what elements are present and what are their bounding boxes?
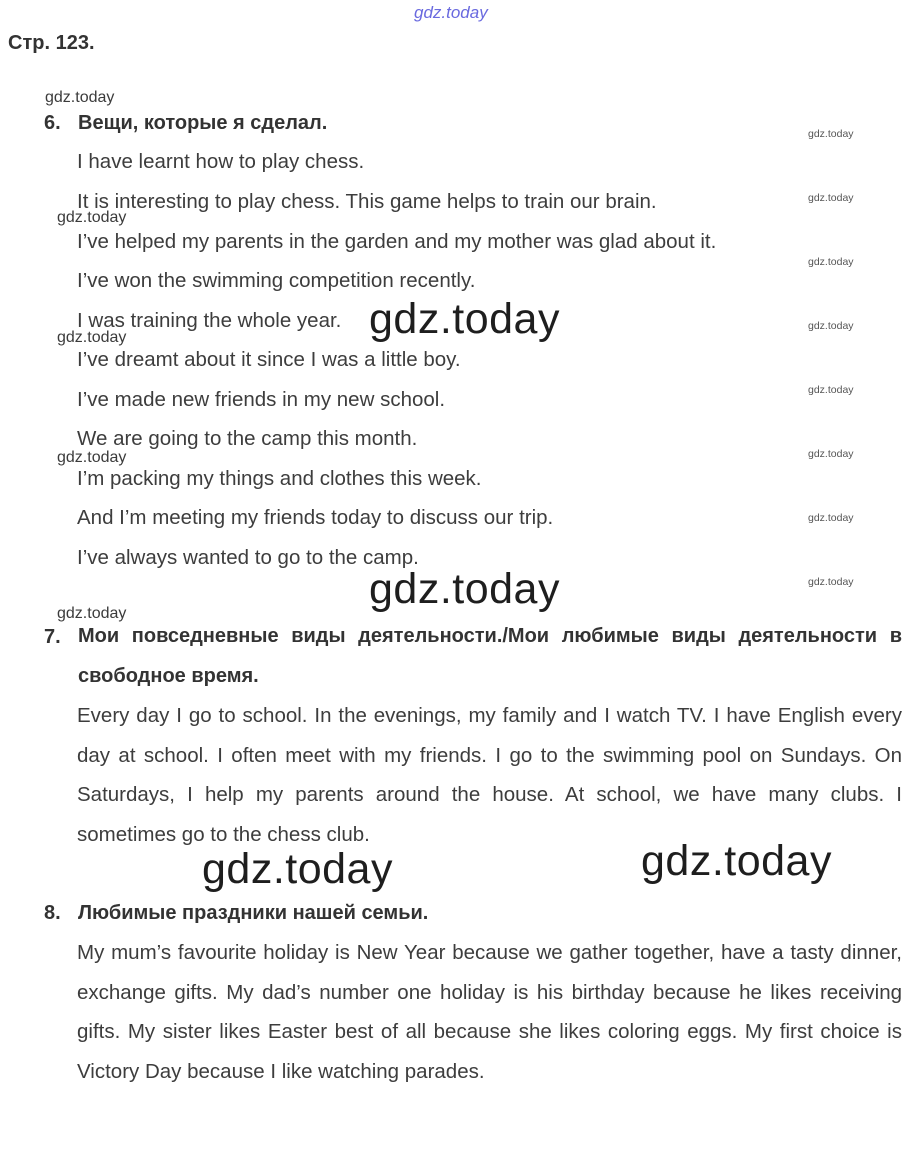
watermark: gdz.today	[57, 329, 127, 346]
section-number: 7.	[44, 626, 61, 648]
watermark: gdz.today	[808, 256, 854, 268]
watermark: gdz.today	[808, 448, 854, 460]
section-title: Вещи, которые я сделал.	[78, 112, 328, 134]
watermark-large: gdz.today	[202, 845, 393, 893]
watermark: gdz.today	[808, 192, 854, 204]
watermark-top: gdz.today	[414, 3, 488, 22]
section-6-line: It is interesting to play chess. This game helps to train our brain.	[77, 190, 657, 213]
section-6-line: We are going to the camp this month.	[77, 427, 418, 450]
watermark: gdz.today	[57, 209, 127, 226]
watermark-large: gdz.today	[369, 295, 560, 343]
section-6-line: I’ve made new friends in my new school.	[77, 388, 446, 411]
watermark: gdz.today	[808, 576, 854, 588]
section-6-line: I’m packing my things and clothes this week.	[77, 467, 482, 490]
section-title: Любимые праздники нашей семьи.	[78, 902, 429, 924]
section-6-line: I’ve helped my parents in the garden and my mother was glad about it.	[77, 230, 717, 253]
page-title: Стр. 123.	[8, 32, 95, 54]
watermark: gdz.today	[808, 128, 854, 140]
watermark: gdz.today	[57, 449, 127, 466]
section-6-line: I have learnt how to play chess.	[77, 150, 365, 173]
section-6-line: I’ve won the swimming competition recently.	[77, 269, 476, 292]
watermark: gdz.today	[45, 89, 115, 106]
watermark: gdz.today	[808, 384, 854, 396]
watermark: gdz.today	[808, 512, 854, 524]
watermark-large: gdz.today	[641, 837, 832, 885]
section-6-line: I was training the whole year.	[77, 309, 342, 332]
section-6-line: I’ve always wanted to go to the camp.	[77, 546, 419, 569]
section-number: 6.	[44, 112, 61, 134]
section-6-line: I’ve dreamt about it since I was a little boy.	[77, 348, 461, 371]
section-number: 8.	[44, 902, 61, 924]
section-7-paragraph: Every day I go to school. In the evenings, my family and I watch TV. I have English every day at school. I often meet with my friends. I go to the swimming pool on Sundays. On Saturdays, I help my parents around the house. At school, we have many clubs. I sometimes go to the chess club.	[77, 704, 902, 846]
section-8-paragraph: My mum’s favourite holiday is New Year because we gather together, have a tasty dinner, exchange gifts. My dad’s number one holiday is his birthday because he likes receiving gifts. My sister likes Easter best of all because she likes coloring eggs. My first choice is Victory Day because I like watching parades.	[77, 941, 902, 1083]
section-6-line: And I’m meeting my friends today to discuss our trip.	[77, 506, 554, 529]
watermark-large: gdz.today	[369, 565, 560, 613]
watermark: gdz.today	[57, 605, 127, 622]
watermark: gdz.today	[808, 320, 854, 332]
section-7-heading: Мои повседневные виды деятельности./Мои любимые виды деятельности в свободное время.	[78, 625, 902, 687]
